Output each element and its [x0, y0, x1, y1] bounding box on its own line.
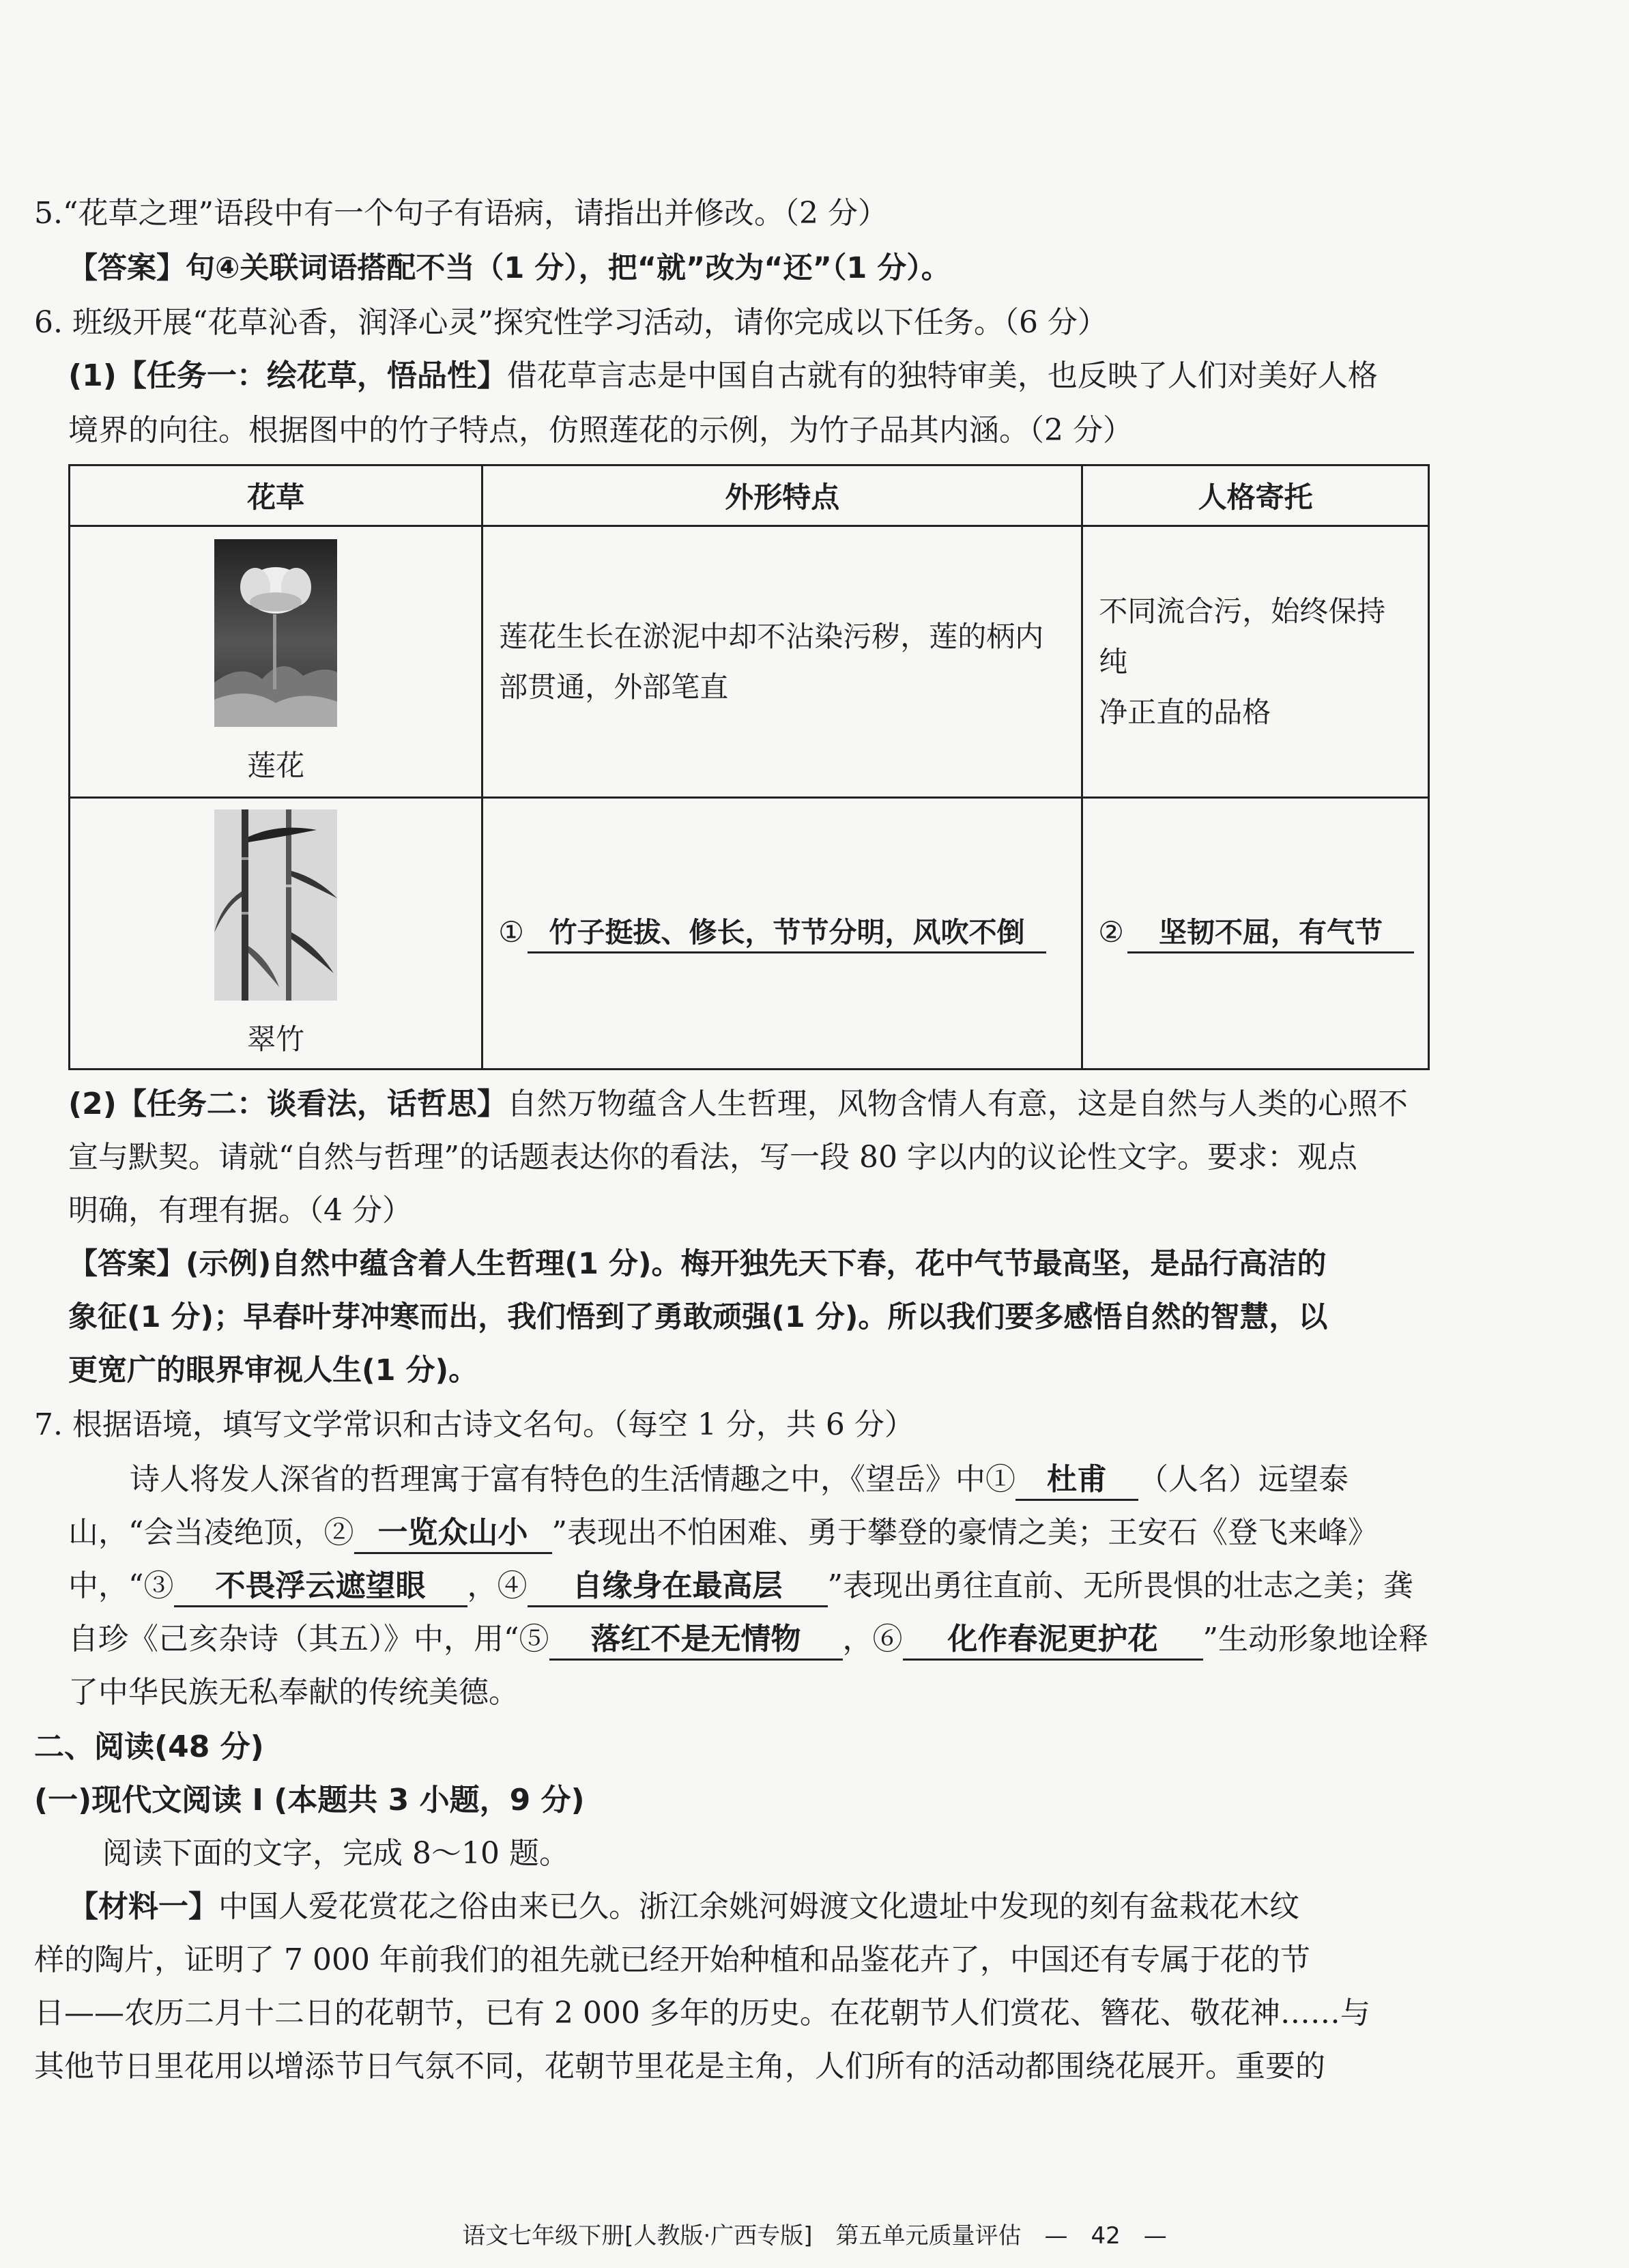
q7-l3-c: ”表现出勇往直前、无所畏惧的壮志之美；龚 [827, 1568, 1413, 1603]
blank-3: 不畏浮云遮望眼 [174, 1567, 467, 1607]
task1-text: 借花草言志是中国自古就有的独特审美，也反映了人们对美好人格 [506, 358, 1378, 393]
table-header-row [70, 465, 1429, 526]
q6-answer-line3: 更宽广的眼界审视人生(1 分)。 [68, 1353, 478, 1388]
lotus-label: 莲花 [247, 749, 305, 782]
lotus-spirit-cell [1082, 526, 1429, 798]
q6-task2-line3: 明确，有理有据。（4 分） [68, 1193, 412, 1228]
q6-task1-line1 [68, 356, 1378, 397]
blank-6: 化作春泥更护花 [903, 1620, 1203, 1661]
section2-intro: 阅读下面的文字，完成 8～10 题。 [102, 1836, 569, 1871]
q7-l1-b: （人名）远望泰 [1138, 1462, 1349, 1497]
q7-l4-c: ”生动形象地诠释 [1202, 1622, 1428, 1656]
bamboo-label: 翠竹 [247, 1022, 305, 1056]
material1-tag: 【材料一】 [68, 1889, 218, 1924]
material1-line3: 日——农历二月十二日的花朝节，已有 2 000 多年的历史。在花朝节人们赏花、簪花、敬花神……与 [34, 1996, 1370, 2030]
blank-4: 自缘身在最高层 [528, 1567, 828, 1607]
q6-question: 6. 班级开展“花草沁香，润泽心灵”探究性学习活动，请你完成以下任务。（6 分） [34, 305, 1108, 340]
lotus-spirit-line1: 不同流合污，始终保持纯 [1099, 594, 1386, 678]
material1-line1 [68, 1886, 1299, 1927]
task2-text: 自然万物蕴含人生哲理，风物含情人有意，这是自然与人类的心照不 [506, 1087, 1408, 1121]
col-header-spirit: 人格寄托 [1082, 465, 1429, 526]
bamboo-shape-answer: 竹子挺拔、修长，节节分明，风吹不倒 [528, 913, 1046, 953]
lotus-shape-cell [482, 526, 1082, 798]
q6-answer-line1: 【答案】(示例)自然中蕴含着人生哲理(1 分)。梅开独先天下春，花中气节最高坚，是品行高洁的 [68, 1247, 1327, 1281]
col-header-shape: 外形特点 [482, 465, 1082, 526]
q7-line5: 了中华民族无私奉献的传统美德。 [68, 1675, 519, 1710]
q6-answer-line2: 象征(1 分)；早春叶芽冲寒而出，我们悟到了勇敢顽强(1 分)。所以我们要多感悟自然的智慧，以 [68, 1300, 1328, 1334]
q7-l3-a: 中，“③ [68, 1568, 174, 1603]
blank1-marker: ① [498, 915, 524, 949]
q7-line2 [68, 1512, 1378, 1554]
q7-question: 7. 根据语境，填写文学常识和古诗文名句。（每空 1 分，共 6 分） [34, 1407, 914, 1442]
blank-1: 杜甫 [1015, 1461, 1138, 1501]
blank-2: 一览众山小 [354, 1514, 552, 1554]
blank2-marker: ② [1098, 915, 1124, 949]
flower-table [68, 464, 1430, 1070]
q7-l2-b: ”表现出不怕困难、勇于攀登的豪情之美；王安石《登飞来峰》 [551, 1515, 1378, 1550]
q6-task2-line2: 宣与默契。请就“自然与哲理”的话题表达你的看法，写一段 80 字以内的议论性文字。要求：观点 [68, 1140, 1357, 1175]
page-footer: 语文七年级下册[人教版·广西专版] 第五单元质量评估 — 42 — [462, 2222, 1167, 2250]
task2-tag: (2)【任务二：谈看法，话哲思】 [68, 1087, 507, 1121]
lotus-image [214, 539, 337, 727]
q7-l4-b: ，⑥ [842, 1622, 903, 1656]
col-header-flower: 花草 [70, 465, 482, 526]
q7-line4 [68, 1619, 1428, 1661]
lotus-cell [70, 526, 482, 798]
bamboo-spirit-answer: 坚韧不屈，有气节 [1127, 913, 1414, 953]
section2-subtitle: (一)现代文阅读 Ⅰ (本题共 3 小题，9 分) [34, 1783, 585, 1818]
q7-line1 [130, 1459, 1349, 1501]
section2-title: 二、阅读(48 分) [34, 1729, 264, 1764]
q7-l1-a: 诗人将发人深省的哲理寓于富有特色的生活情趣之中，《望岳》中① [130, 1462, 1015, 1497]
material1-text: 中国人爱花赏花之俗由来已久。浙江余姚河姆渡文化遗址中发现的刻有盆栽花木纹 [218, 1889, 1299, 1924]
q7-l2-a: 山，“会当凌绝顶，② [68, 1515, 354, 1550]
lotus-spirit-line2: 净正直的品格 [1099, 695, 1271, 729]
bamboo-shape-cell [482, 798, 1082, 1070]
q7-line3 [68, 1566, 1413, 1607]
q6-task2-line1 [68, 1084, 1408, 1125]
q7-l4-a: 自珍《己亥杂诗（其五）》中，用“⑤ [68, 1622, 549, 1656]
table-row-bamboo [70, 798, 1429, 1070]
bamboo-image [214, 809, 337, 1001]
material1-line2: 样的陶片，证明了 7 000 年前我们的祖先就已经开始种植和品鉴花卉了，中国还有专属于花的节 [34, 1942, 1310, 1977]
lotus-shape-line1: 莲花生长在淤泥中却不沾染污秽，莲的柄内 [499, 619, 1044, 653]
bamboo-cell [70, 798, 482, 1070]
q7-l3-b: ，④ [467, 1568, 528, 1603]
q6-task1-line2: 境界的向往。根据图中的竹子特点，仿照莲花的示例，为竹子品其内涵。（2 分） [68, 413, 1133, 448]
lotus-shape-line2: 部贯通，外部笔直 [499, 670, 729, 704]
task1-tag: (1)【任务一：绘花草，悟品性】 [68, 358, 507, 393]
bamboo-spirit-cell [1082, 798, 1429, 1070]
table-row-lotus [70, 526, 1429, 798]
material1-line4: 其他节日里花用以增添节日气氛不同，花朝节里花是主角，人们所有的活动都围绕花展开。重要的 [34, 2049, 1325, 2084]
blank-5: 落红不是无情物 [549, 1620, 843, 1661]
q5-answer: 【答案】句④关联词语搭配不当（1 分），把“就”改为“还”（1 分）。 [68, 251, 951, 285]
q5-question: 5.“花草之理”语段中有一个句子有语病，请指出并修改。（2 分） [34, 196, 888, 231]
